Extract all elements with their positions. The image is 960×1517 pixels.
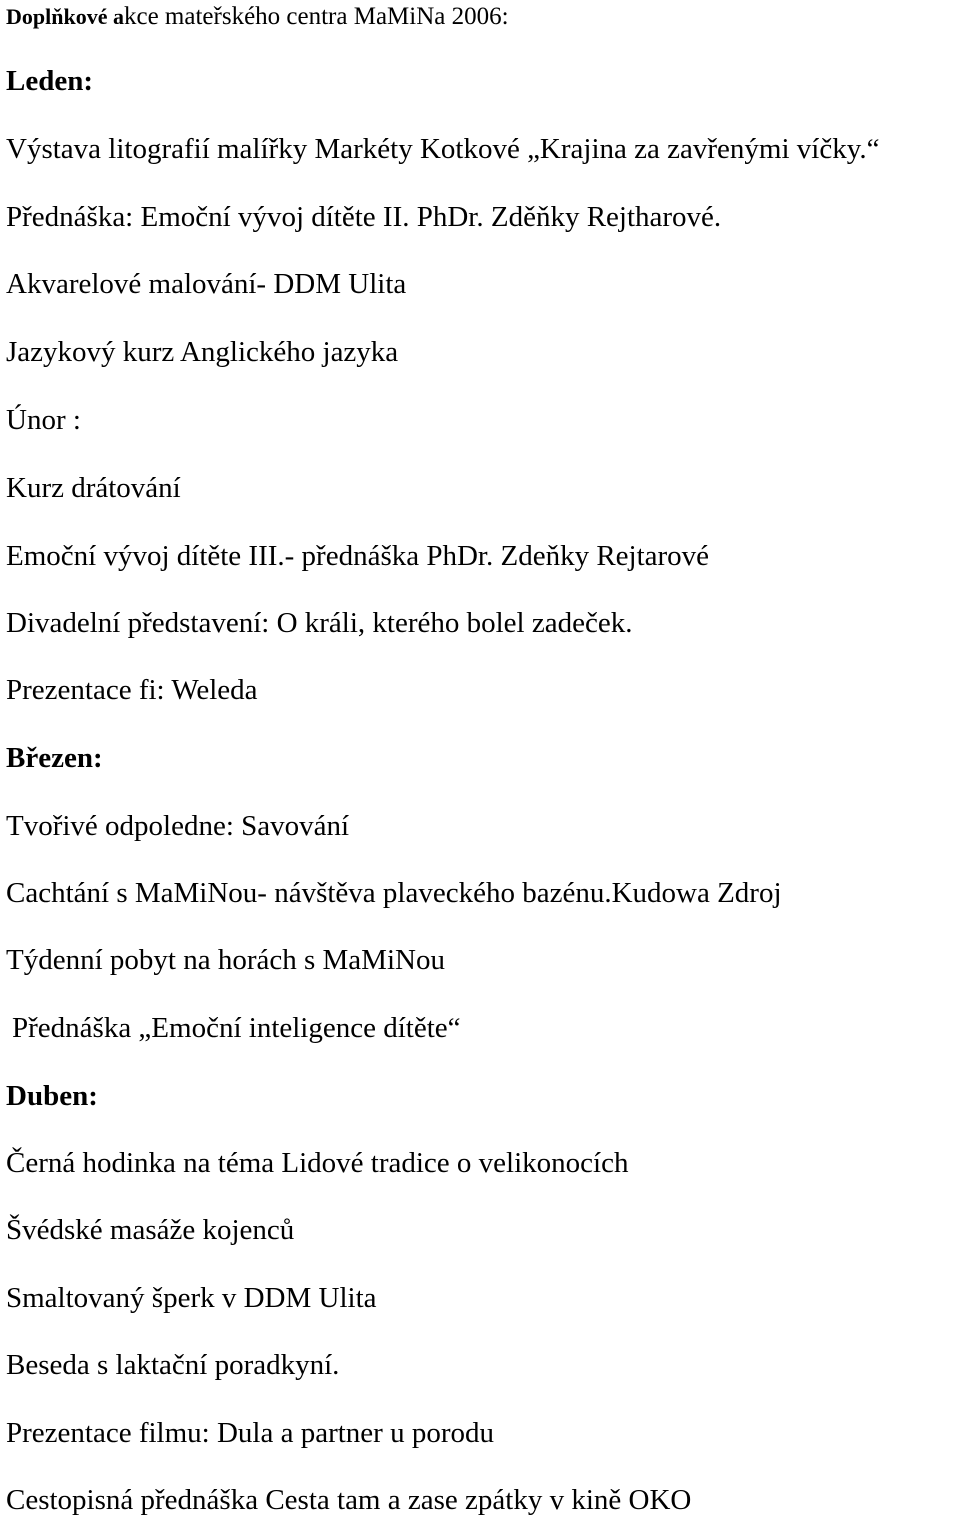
month-heading-march: Březen:: [6, 742, 103, 774]
event-item: Cachtání s MaMiNou- návštěva plaveckého bazénu.Kudowa Zdroj: [6, 877, 782, 909]
month-heading-january: Leden:: [6, 65, 93, 97]
event-item: Cestopisná přednáška Cesta tam a zase zpátky v kině OKO: [6, 1484, 692, 1516]
document-title: [6, 2, 509, 35]
event-item: Týdenní pobyt na horách s MaMiNou: [6, 944, 445, 976]
event-item: Prezentace fi: Weleda: [6, 674, 258, 706]
event-item: Švédské masáže kojenců: [6, 1214, 295, 1246]
event-item: Kurz drátování: [6, 472, 181, 504]
event-item: Prezentace filmu: Dula a partner u porodu: [6, 1417, 494, 1449]
event-item: Přednáška „Emoční inteligence dítěte“: [12, 1012, 461, 1044]
event-item: Výstava litografií malířky Markéty Kotkové „Krajina za zavřenými víčky.“: [6, 133, 880, 165]
event-item: Akvarelové malování- DDM Ulita: [6, 268, 407, 300]
event-item: Přednáška: Emoční vývoj dítěte II. PhDr. Zděňky Rejtharové.: [6, 201, 722, 233]
event-item: Divadelní představení: O králi, kterého bolel zadeček.: [6, 607, 633, 639]
event-item: Tvořivé odpoledne: Savování: [6, 810, 350, 842]
document-title-rest: kce mateřského centra MaMiNa 2006:: [123, 3, 509, 30]
event-item: Beseda s laktační poradkyní.: [6, 1349, 340, 1381]
event-item: Jazykový kurz Anglického jazyka: [6, 336, 399, 368]
document-title-bold: Doplňkové a: [6, 4, 124, 29]
event-item: Smaltovaný šperk v DDM Ulita: [6, 1282, 377, 1314]
event-item: Emoční vývoj dítěte III.- přednáška PhDr. Zdeňky Rejtarové: [6, 540, 710, 572]
month-heading-february: Únor :: [6, 404, 81, 436]
month-heading-april: Duben:: [6, 1080, 98, 1112]
event-item: Černá hodinka na téma Lidové tradice o velikonocích: [6, 1147, 629, 1179]
